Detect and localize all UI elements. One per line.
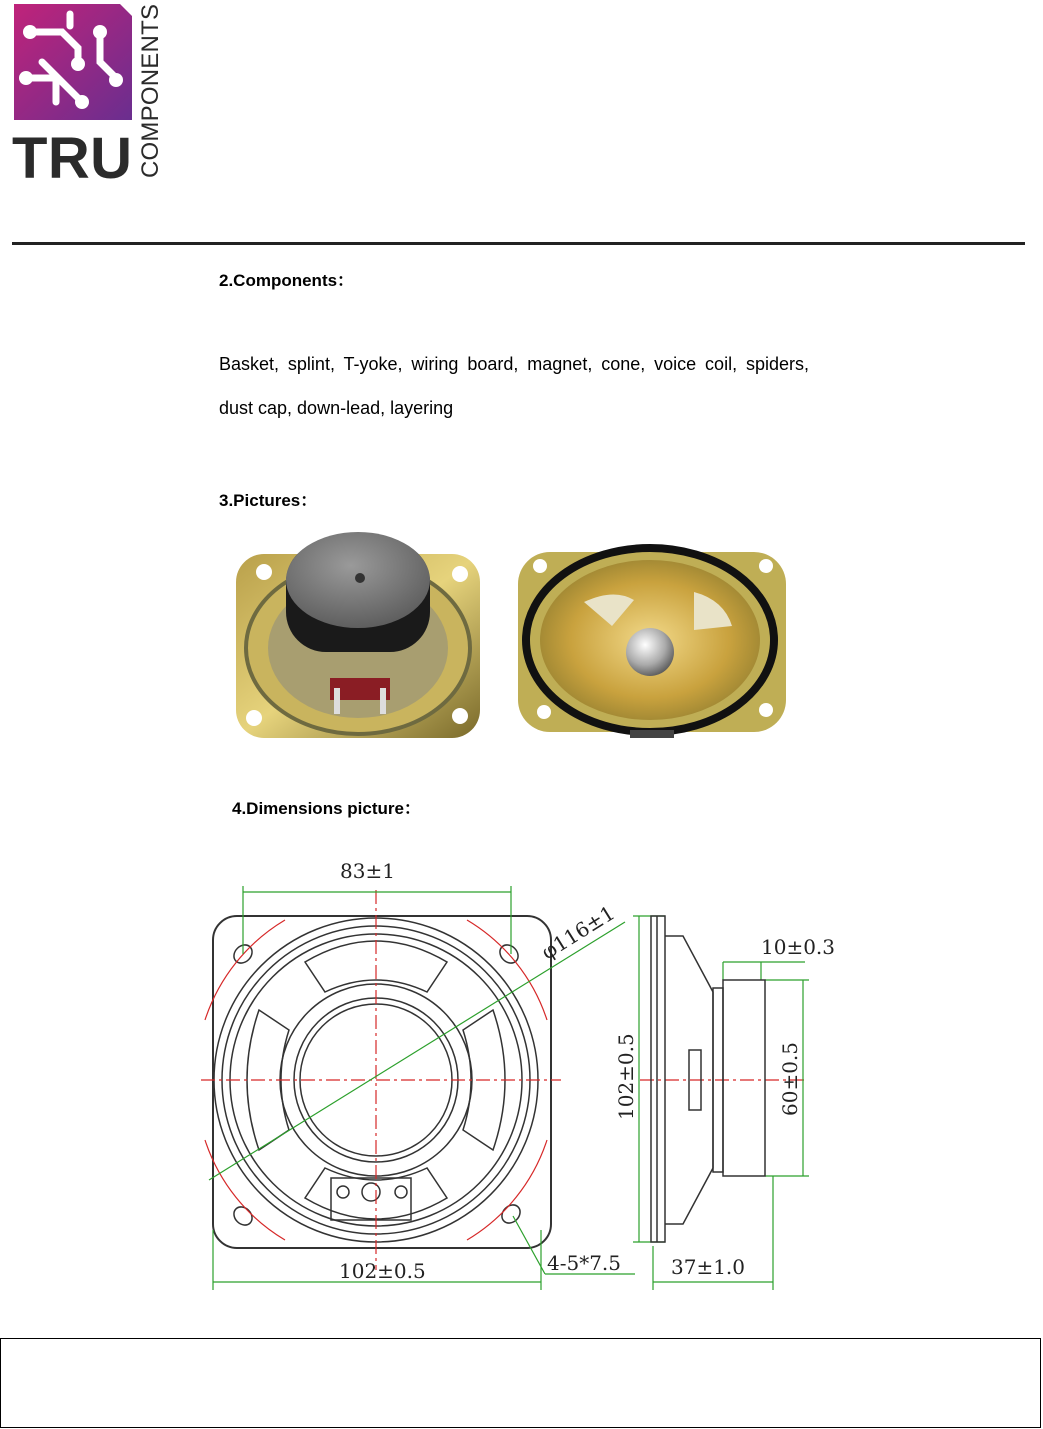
dim-bottom-width: 102±0.5 (339, 1259, 426, 1283)
footer-box (0, 1338, 1041, 1428)
speaker-front-photo (514, 530, 790, 745)
tru-components-logo (12, 2, 162, 182)
pictures-heading: 3.Pictures： (219, 491, 318, 510)
header-rule (12, 242, 1025, 245)
dim-mount-holes: 4-5*7.5 (547, 1251, 622, 1275)
dimensions-drawing (195, 850, 865, 1300)
logo-components-text: COMPONENTS (137, 4, 162, 178)
dimensions-heading: 4.Dimensions picture： (232, 799, 421, 818)
dim-magnet-diameter: 60±0.5 (778, 1041, 802, 1116)
dim-magnet-depth: 10±0.3 (761, 935, 836, 959)
dim-diameter: φ116±1 (536, 900, 619, 965)
dim-total-depth: 37±1.0 (671, 1255, 746, 1279)
dim-frame-height: 102±0.5 (614, 1033, 638, 1120)
speaker-rear-photo (232, 530, 484, 745)
components-text: Basket, splint, T-yoke, wiring board, magnet, cone, voice coil, spiders, dust cap, down-lead, layering (219, 354, 809, 418)
components-heading: 2.Components： (219, 271, 355, 290)
dim-top-width: 83±1 (340, 859, 395, 883)
logo-tru-text: TRU (12, 126, 132, 182)
